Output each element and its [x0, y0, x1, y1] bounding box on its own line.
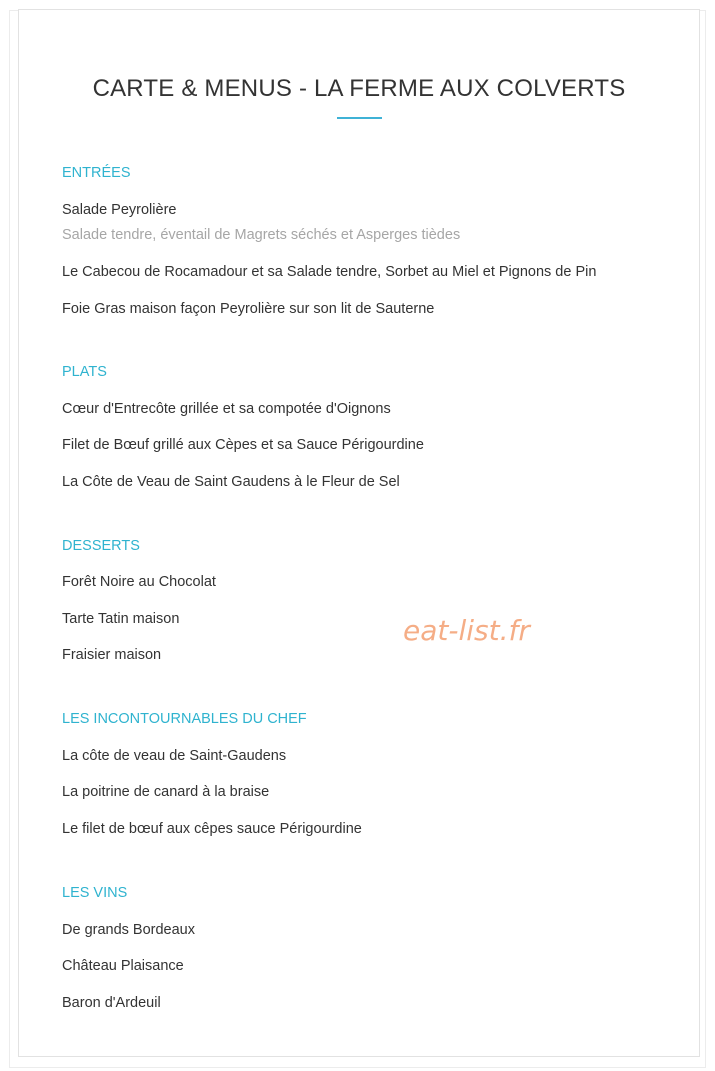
section-heading: ENTRÉES — [62, 165, 131, 181]
menu-card — [18, 9, 700, 1057]
menu-item: Baron d'Ardeuil — [62, 995, 161, 1011]
section-heading: PLATS — [62, 364, 107, 380]
menu-item-description: Salade tendre, éventail de Magrets séchés et Asperges tièdes — [62, 227, 461, 243]
section-heading: LES VINS — [62, 885, 128, 901]
menu-item: La côte de veau de Saint-Gaudens — [62, 748, 287, 764]
menu-item: La Côte de Veau de Saint Gaudens à le Fleur de Sel — [62, 474, 400, 490]
menu-item: Château Plaisance — [62, 958, 184, 974]
menu-item: Salade Peyrolière — [62, 202, 177, 218]
section-plats — [62, 362, 682, 492]
section-incontournables — [62, 709, 682, 839]
section-heading: DESSERTS — [62, 538, 140, 554]
title-divider — [337, 117, 382, 119]
section-heading: LES INCONTOURNABLES DU CHEF — [62, 711, 307, 727]
menu-item: Filet de Bœuf grillé aux Cèpes et sa Sauce Périgourdine — [62, 437, 424, 453]
menu-item: La poitrine de canard à la braise — [62, 784, 270, 800]
menu-item: Tarte Tatin maison — [62, 611, 180, 627]
watermark-logo: eat-list.fr — [403, 614, 530, 647]
menu-item: Le filet de bœuf aux cêpes sauce Périgourdine — [62, 821, 362, 837]
menu-item: Fraisier maison — [62, 647, 162, 663]
menu-item: Foie Gras maison façon Peyrolière sur son lit de Sauterne — [62, 301, 435, 317]
menu-item: Forêt Noire au Chocolat — [62, 574, 216, 590]
menu-item: Le Cabecou de Rocamadour et sa Salade tendre, Sorbet au Miel et Pignons de Pin — [62, 264, 597, 280]
section-desserts — [62, 536, 682, 665]
section-vins — [62, 883, 682, 1013]
menu-item: Cœur d'Entrecôte grillée et sa compotée d'Oignons — [62, 401, 391, 417]
page-title: CARTE & MENUS - LA FERME AUX COLVERTS — [92, 75, 626, 102]
menu-item: De grands Bordeaux — [62, 922, 195, 938]
section-entrees — [62, 163, 682, 319]
